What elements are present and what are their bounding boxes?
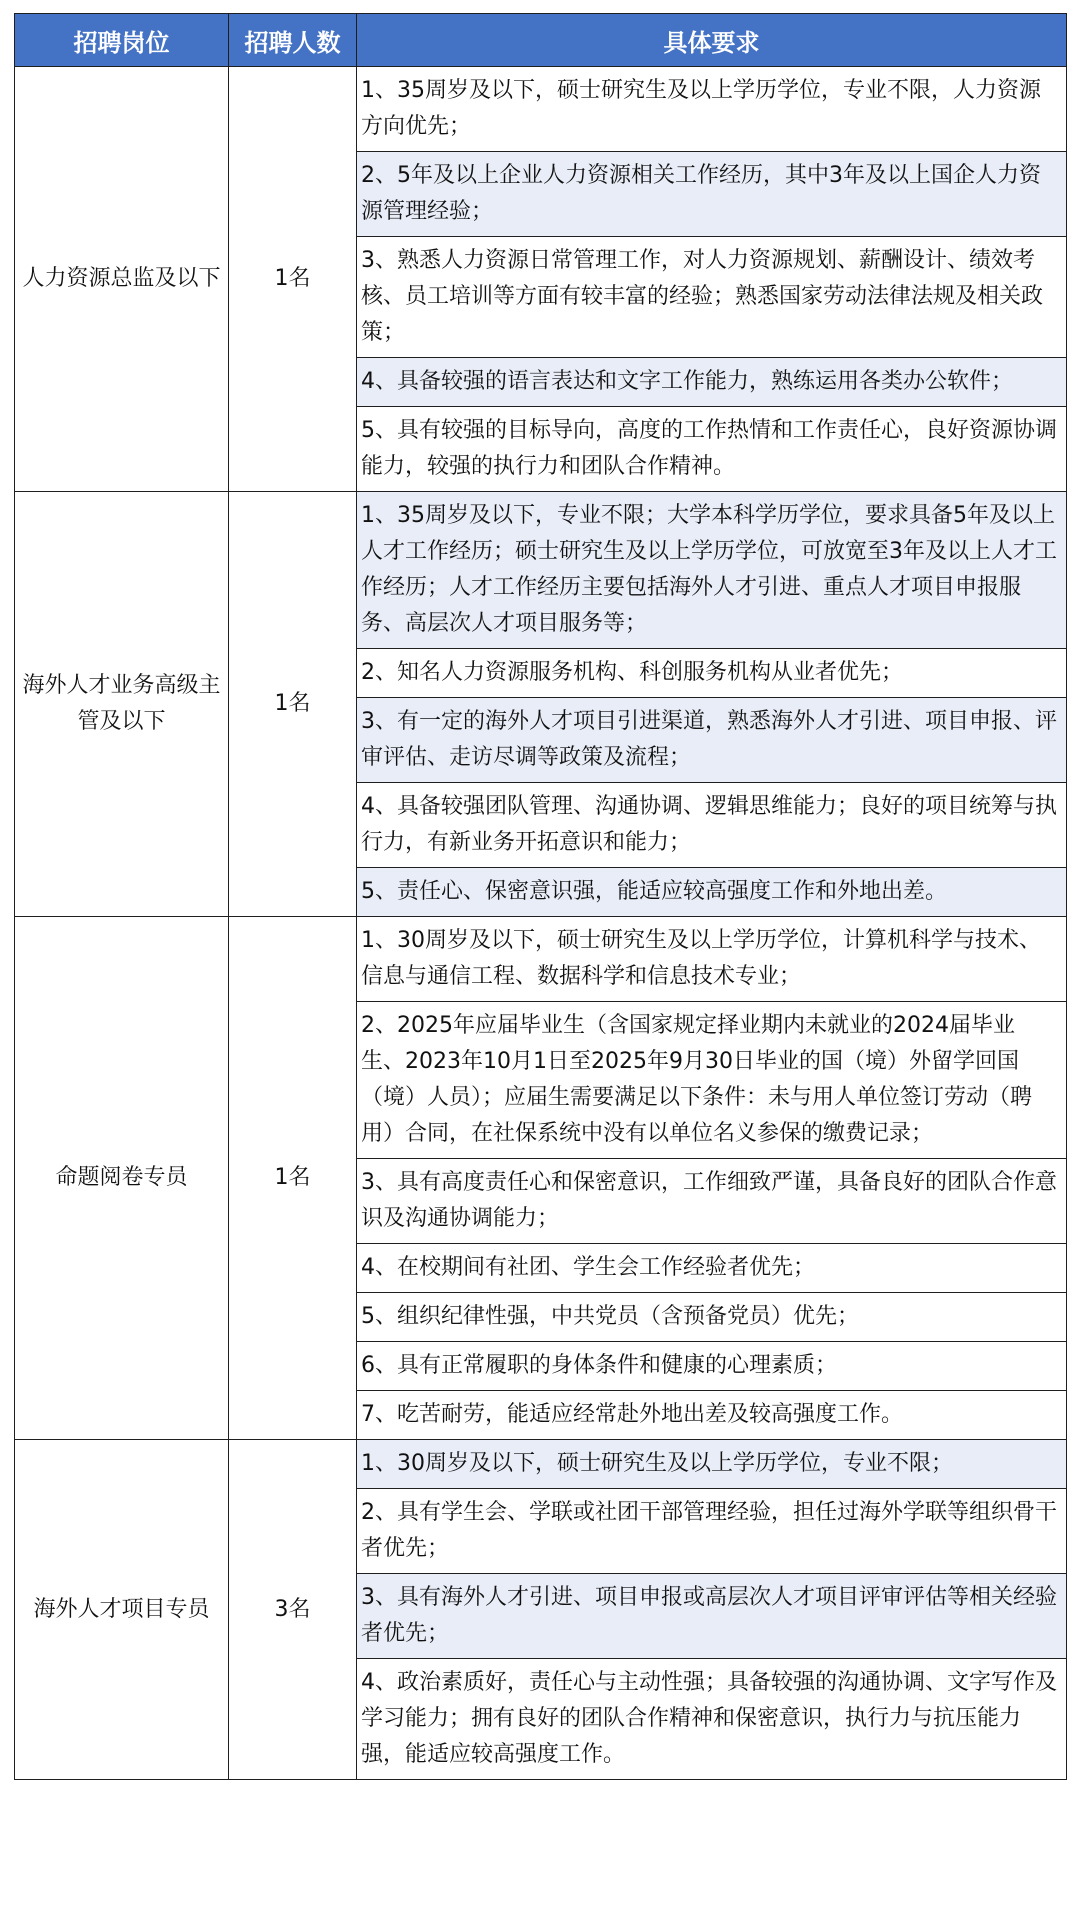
count-cell: 1名	[229, 917, 357, 1440]
table-row	[15, 67, 1067, 152]
requirement-cell: 7、吃苦耐劳，能适应经常赴外地出差及较高强度工作。	[357, 1391, 1067, 1440]
requirement-cell: 2、5年及以上企业人力资源相关工作经历，其中3年及以上国企人力资源管理经验；	[357, 152, 1067, 237]
requirement-cell: 4、具备较强团队管理、沟通协调、逻辑思维能力；良好的项目统筹与执行力，有新业务开拓意识和能力；	[357, 783, 1067, 868]
position-cell: 人力资源总监及以下	[15, 67, 229, 492]
requirement-cell: 3、具有海外人才引进、项目申报或高层次人才项目评审评估等相关经验者优先；	[357, 1574, 1067, 1659]
header-count: 招聘人数	[229, 14, 357, 67]
requirement-cell: 3、有一定的海外人才项目引进渠道，熟悉海外人才引进、项目申报、评审评估、走访尽调等政策及流程；	[357, 698, 1067, 783]
requirement-cell: 3、熟悉人力资源日常管理工作，对人力资源规划、薪酬设计、绩效考核、员工培训等方面有较丰富的经验；熟悉国家劳动法律法规及相关政策；	[357, 237, 1067, 358]
position-cell: 海外人才业务高级主管及以下	[15, 492, 229, 917]
requirement-cell: 1、35周岁及以下，硕士研究生及以上学历学位，专业不限，人力资源方向优先；	[357, 67, 1067, 152]
header-requirements: 具体要求	[357, 14, 1067, 67]
requirement-cell: 4、具备较强的语言表达和文字工作能力，熟练运用各类办公软件；	[357, 358, 1067, 407]
requirement-cell: 5、具有较强的目标导向，高度的工作热情和工作责任心，良好资源协调能力，较强的执行力和团队合作精神。	[357, 407, 1067, 492]
requirement-cell: 3、具有高度责任心和保密意识，工作细致严谨，具备良好的团队合作意识及沟通协调能力；	[357, 1159, 1067, 1244]
requirement-cell: 1、30周岁及以下，硕士研究生及以上学历学位，专业不限；	[357, 1440, 1067, 1489]
recruitment-table-container	[14, 13, 1066, 1780]
table-row	[15, 492, 1067, 649]
position-cell: 海外人才项目专员	[15, 1440, 229, 1780]
requirement-cell: 2、知名人力资源服务机构、科创服务机构从业者优先；	[357, 649, 1067, 698]
requirement-cell: 2、2025年应届毕业生（含国家规定择业期内未就业的2024届毕业生、2023年10月1日至2025年9月30日毕业的国（境）外留学回国（境）人员）；应届生需要满足以下条件：未与用人单位签订劳动（聘用）合同，在社保系统中没有以单位名义参保的缴费记录；	[357, 1002, 1067, 1159]
requirement-cell: 4、在校期间有社团、学生会工作经验者优先；	[357, 1244, 1067, 1293]
position-cell: 命题阅卷专员	[15, 917, 229, 1440]
table-header-row	[15, 14, 1067, 67]
recruitment-table	[14, 13, 1067, 1780]
requirement-cell: 2、具有学生会、学联或社团干部管理经验，担任过海外学联等组织骨干者优先；	[357, 1489, 1067, 1574]
table-row	[15, 1440, 1067, 1489]
count-cell: 3名	[229, 1440, 357, 1780]
requirement-cell: 1、30周岁及以下，硕士研究生及以上学历学位，计算机科学与技术、信息与通信工程、数据科学和信息技术专业；	[357, 917, 1067, 1002]
requirement-cell: 5、组织纪律性强，中共党员（含预备党员）优先；	[357, 1293, 1067, 1342]
count-cell: 1名	[229, 492, 357, 917]
requirement-cell: 5、责任心、保密意识强，能适应较高强度工作和外地出差。	[357, 868, 1067, 917]
requirement-cell: 4、政治素质好，责任心与主动性强；具备较强的沟通协调、文字写作及学习能力；拥有良好的团队合作精神和保密意识，执行力与抗压能力强，能适应较高强度工作。	[357, 1659, 1067, 1780]
requirement-cell: 6、具有正常履职的身体条件和健康的心理素质；	[357, 1342, 1067, 1391]
requirement-cell: 1、35周岁及以下，专业不限；大学本科学历学位，要求具备5年及以上人才工作经历；硕士研究生及以上学历学位，可放宽至3年及以上人才工作经历；人才工作经历主要包括海外人才引进、重点人才项目申报服务、高层次人才项目服务等；	[357, 492, 1067, 649]
table-row	[15, 917, 1067, 1002]
count-cell: 1名	[229, 67, 357, 492]
header-position: 招聘岗位	[15, 14, 229, 67]
